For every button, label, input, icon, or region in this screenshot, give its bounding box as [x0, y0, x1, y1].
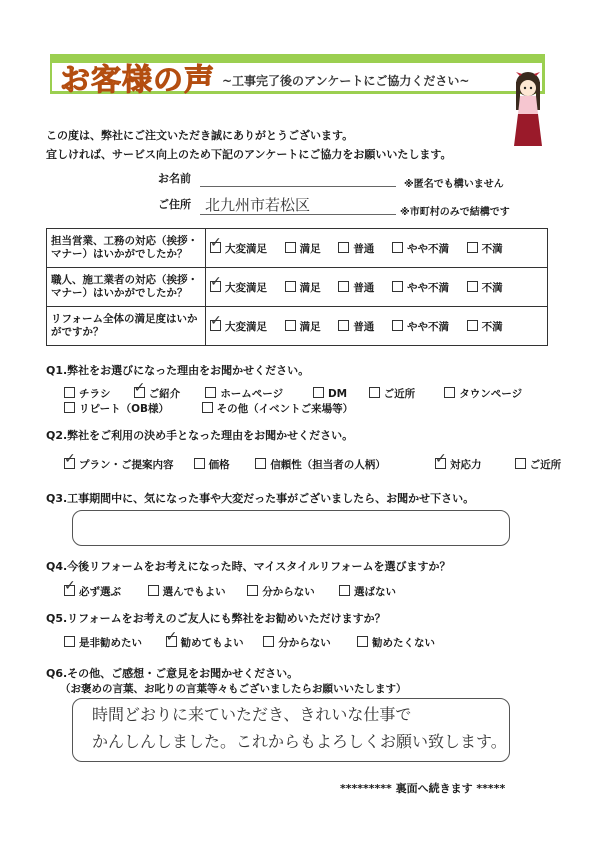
checkbox[interactable]	[338, 281, 349, 292]
q4-title: Q4.今後リフォームをお考えになった時、マイスタイルリフォームを選びますか？	[46, 560, 451, 573]
checkbox[interactable]	[467, 242, 478, 253]
option-label: 普通	[353, 281, 375, 294]
option-label: やや不満	[406, 281, 449, 294]
footer-continue: ********* 裏面へ続きます *****	[340, 782, 506, 795]
checkbox[interactable]	[285, 242, 296, 253]
option-label: プラン・ご提案内容	[79, 459, 174, 471]
checkbox[interactable]	[392, 320, 403, 331]
option-label: ご紹介	[148, 388, 181, 400]
option-label: リピート（OB様）	[79, 403, 170, 415]
option-label: その他（イベントご来場等）	[216, 403, 354, 415]
checkbox[interactable]	[194, 458, 205, 469]
option-label: 勧めたくない	[371, 637, 435, 649]
checkbox-checked[interactable]	[64, 585, 75, 596]
q6-answer-line-2: かんしんしました。これからもよろしくお願い致します。	[92, 732, 507, 751]
option-label: やや不満	[406, 242, 449, 255]
q1-options-row2	[64, 401, 353, 416]
q1-options-row1	[64, 386, 522, 401]
checkbox-checked[interactable]	[210, 242, 221, 253]
option-label: 大変満足	[225, 320, 267, 333]
checkbox[interactable]	[64, 402, 75, 413]
checkbox[interactable]	[339, 585, 350, 596]
option-label: 分からない	[262, 586, 315, 598]
q4-options	[64, 584, 396, 599]
address-label: ご住所	[158, 198, 191, 211]
option-label: タウンページ	[459, 388, 523, 400]
option-label: 満足	[299, 242, 321, 255]
name-label: お名前	[158, 172, 191, 185]
option-label: 是非勧めたい	[79, 637, 142, 649]
checkbox[interactable]	[313, 387, 324, 398]
option-label: DM	[327, 388, 348, 400]
checkbox[interactable]	[392, 281, 403, 292]
checkbox-checked[interactable]	[435, 458, 446, 469]
option-label: 不満	[481, 281, 503, 294]
intro-line-2: 宜しければ、サービス向上のため下記のアンケートにご協力をお願いいたします。	[46, 148, 452, 161]
q5-title: Q5.リフォームをお考えのご友人にも弊社をお勧めいただけますか？	[46, 612, 386, 625]
page-subtitle: ~工事完了後のアンケートにご協力ください~	[222, 74, 470, 88]
option-label: 必ず選ぶ	[79, 586, 121, 598]
checkbox[interactable]	[255, 458, 266, 469]
option-label: 対応力	[449, 459, 482, 471]
eval-question-2: 職人、施工業者の対応（挨拶・マナー）はいかがでしたか？	[47, 268, 206, 307]
checkbox[interactable]	[285, 281, 296, 292]
option-label: 普通	[353, 320, 375, 333]
checkbox[interactable]	[357, 636, 368, 647]
q2-title: Q2.弊社をご利用の決め手となった理由をお聞かせください。	[46, 429, 354, 442]
checkbox[interactable]	[148, 585, 159, 596]
checkbox[interactable]	[338, 320, 349, 331]
checkbox-checked[interactable]	[64, 458, 75, 469]
option-label: 不満	[481, 320, 503, 333]
intro-line-1: この度は、弊社にご注文いただき誠にありがとうございます。	[46, 129, 354, 142]
table-row	[47, 307, 548, 346]
option-label: ご近所	[383, 388, 416, 400]
eval-options-1	[206, 229, 548, 268]
address-note: ※市町村のみで結構です	[400, 207, 510, 218]
option-label: 価格	[208, 459, 230, 471]
checkbox[interactable]	[263, 636, 274, 647]
option-label: チラシ	[79, 388, 111, 400]
checkbox-checked[interactable]	[210, 281, 221, 292]
option-label: 分からない	[278, 637, 331, 649]
option-label: ご近所	[529, 459, 562, 471]
checkbox[interactable]	[467, 320, 478, 331]
option-label: 選んでもよい	[162, 586, 226, 598]
checkbox-checked[interactable]	[166, 636, 177, 647]
option-label: やや不満	[406, 320, 449, 333]
checkbox[interactable]	[515, 458, 526, 469]
q3-title: Q3.工事期間中に、気になった事や大変だった事がございましたら、お聞かせ下さい。	[46, 492, 475, 505]
address-input-line[interactable]	[200, 214, 396, 215]
q2-options	[64, 457, 561, 472]
table-row	[47, 229, 548, 268]
checkbox-checked[interactable]	[210, 320, 221, 331]
eval-question-3: リフォーム全体の満足度はいかがですか？	[47, 307, 206, 346]
checkbox[interactable]	[369, 387, 380, 398]
option-label: 満足	[299, 320, 321, 333]
q6-title: Q6.その他、ご感想・ご意見をお聞かせください。	[46, 667, 299, 680]
checkbox-checked[interactable]	[134, 387, 145, 398]
q6-subtitle: （お褒めの言葉、お叱りの言葉等々もございましたらお願いいたします）	[60, 683, 407, 695]
address-value: 北九州市若松区	[205, 196, 311, 214]
evaluation-table	[46, 228, 548, 346]
checkbox[interactable]	[285, 320, 296, 331]
mascot-girl-icon	[506, 70, 550, 150]
option-label: 満足	[299, 281, 321, 294]
checkbox[interactable]	[202, 402, 213, 413]
option-label: 信頼性（担当者の人柄）	[270, 459, 386, 471]
table-row	[47, 268, 548, 307]
name-input-line[interactable]	[200, 186, 396, 187]
eval-question-1: 担当営業、工務の対応（挨拶・マナー）はいかがでしたか？	[47, 229, 206, 268]
page-title: お客様の声	[60, 63, 215, 98]
q1-title: Q1.弊社をお選びになった理由をお聞かせください。	[46, 364, 310, 377]
checkbox[interactable]	[64, 636, 75, 647]
q3-answer-box[interactable]	[72, 510, 510, 546]
q6-answer-line-1: 時間どおりに来ていただき、きれいな仕事で	[92, 705, 412, 724]
option-label: 普通	[353, 242, 375, 255]
option-label: 勧めてもよい	[180, 637, 244, 649]
checkbox[interactable]	[444, 387, 455, 398]
option-label: ホームページ	[220, 388, 284, 400]
checkbox[interactable]	[392, 242, 403, 253]
checkbox[interactable]	[247, 585, 258, 596]
checkbox[interactable]	[467, 281, 478, 292]
name-note: ※匿名でも構いません	[404, 179, 504, 190]
eval-options-3	[206, 307, 548, 346]
option-label: 不満	[481, 242, 503, 255]
checkbox[interactable]	[205, 387, 216, 398]
eval-options-2	[206, 268, 548, 307]
q5-options	[64, 635, 435, 650]
option-label: 選ばない	[353, 586, 396, 598]
option-label: 大変満足	[225, 242, 267, 255]
checkbox[interactable]	[64, 387, 75, 398]
checkbox[interactable]	[338, 242, 349, 253]
option-label: 大変満足	[225, 281, 267, 294]
